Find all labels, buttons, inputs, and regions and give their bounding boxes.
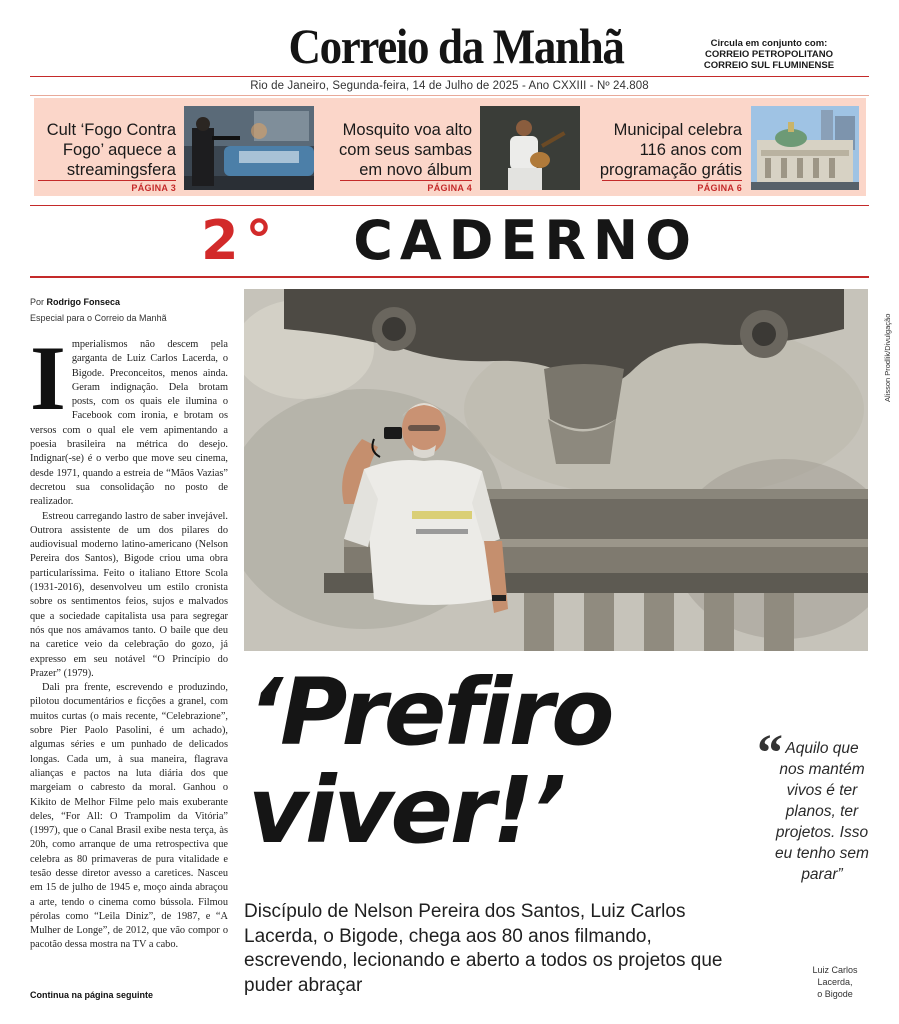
- teaser-theatro-municipal[interactable]: [594, 98, 866, 196]
- circulation-label: Circula em conjunto com:: [710, 38, 828, 49]
- teaser-rule: [602, 180, 742, 181]
- section-bottom-rule: [30, 276, 869, 278]
- dateline: Rio de Janeiro, Segunda-feira, 14 de Julho de 2025 - Ano CXXIII - Nº 24.808: [250, 80, 649, 92]
- teaser-fogo-contra-fogo[interactable]: [34, 98, 319, 196]
- teaser-title: Municipal celebra 116 anos com programação grátis: [599, 121, 742, 179]
- photo-credit: Alisson Prodlik/Divulgação: [883, 313, 892, 402]
- circulation-note: [669, 38, 869, 71]
- section-number: 2°: [200, 209, 280, 272]
- teaser-strip: [34, 98, 866, 196]
- section-header: [0, 209, 899, 272]
- teaser-rule: [340, 180, 472, 181]
- teaser-photo-theater: [751, 106, 859, 190]
- teaser-photo-car-scene: [184, 106, 314, 190]
- partner-paper-2: CORREIO SUL FLUMINENSE: [703, 60, 835, 71]
- article-body: [30, 327, 228, 953]
- dateline-rule: [30, 95, 869, 96]
- pull-quote: Aquilo que nos mantém vivos é ter planos, ter projetos. Isso eu tenho sem parar”: [775, 740, 869, 883]
- pull-quote-attribution: Luiz Carlos Lacerda, o Bigode: [812, 965, 858, 999]
- section-top-rule: [30, 205, 869, 206]
- section-name: CADERNO: [353, 209, 699, 272]
- top-rule: [30, 76, 869, 77]
- teaser-title: Mosquito voa alto com seus sambas em novo álbum: [339, 121, 472, 179]
- continue-link[interactable]: Continua na página seguinte: [30, 990, 154, 1000]
- byline-role: Especial para o Correio da Manhã: [30, 313, 167, 323]
- teaser-mosquito-album[interactable]: [324, 98, 589, 196]
- article-paragraph: Estreou carregando lastro de saber invejável. Outrora assistente de um dos pilares do audiovisual moderno latino-americano (Nelson Pereira dos Santos), Bigode criou uma obra particularíssima. Feito o italiano Ettore Scola (1931-2016), desenvolveu um estilo cronista sobre os sentimentos feios, sujos e malvados que a sociedade capitalista usa para segregar nós que nos amávamos tanto. O baile que deu na caretice veio da celebração do gozo, já expresso em seu notável “O Princípio do Prazer” (1979).: [30, 510, 228, 679]
- article-deck: Discípulo de Nelson Pereira dos Santos, Luiz Carlos Lacerda, o Bigode, chega aos 80 anos filmando, escrevendo, lecionando e aberto a todos os projetos que puder abraçar: [244, 901, 723, 996]
- article-paragraph: Imperialismos não descem pela garganta de Luiz Carlos Lacerda, o Bigode. Preconceitos, menos ainda. Geram indignação. Dela brotam posts, com os quais ele ilumina o Facebook com ironia, e brotam os versos com o qual ele vem apimentando a poesia brasileira na métrica do desejo. Indignar(-se) é o verbo que move seu cinema, desde 1971, quando a estreia de “Mãos Vazias” decretou sua consolidação no posto de realizador.: [30, 327, 228, 508]
- byline-author: Rodrigo Fonseca: [46, 297, 121, 307]
- main-photo-bigode: [244, 289, 868, 651]
- byline-prefix: Por: [30, 297, 45, 307]
- teaser-photo-musician: [480, 106, 580, 190]
- teaser-rule: [38, 180, 176, 181]
- partner-paper-1: CORREIO PETROPOLITANO: [704, 49, 834, 60]
- main-headline: [248, 659, 768, 864]
- teaser-title: Cult ‘Fogo Contra Fogo’ aquece a streamingsfera: [46, 121, 176, 179]
- teaser-page-number: PÁGINA 6: [697, 183, 742, 193]
- teaser-page-number: PÁGINA 4: [427, 183, 472, 193]
- quote-mark-icon: “: [757, 725, 783, 782]
- headline-line-2: viver!’: [248, 757, 564, 864]
- article-paragraph: Dali pra frente, escrevendo e produzindo, pilotou documentários e ficções a granel, com muitos curtas (o mais recente, “Celebrazione”, sobre Pier Paolo Pasolini, é um achado), algumas séries e um punhado de delicados longas. Cada um, à sua maneira, flagrava alianças e pactos na luta diária dos que margeiam o cabresto da moral. Ganhou o Kikito de Melhor Filme pelo mais exuberante deles, “For All: O Trampolim da Vitória” (1997), que o Canal Brasil exibe nesta terça, às 20h, como arranque de uma retrospectiva que celebra as 80 primaveras de pura vitalidade e tesão desse diretor avesso a caretices. Nasceu em 15 de julho de 1945 e, moço ainda abraçou a arte, tendo o cinema como bússola. Filmou pérolas como “Leila Diniz”, de 1987, e “A Mulher de Longe”, de 2012, que vão compor o pacotão dessa mostra na TV a cabo.: [30, 682, 228, 951]
- headline-line-1: ‘Prefiro: [248, 659, 612, 766]
- byline: [30, 294, 167, 326]
- teaser-page-number: PÁGINA 3: [131, 183, 176, 193]
- newspaper-title: Correio da Manhã: [288, 18, 624, 74]
- drop-cap: I: [30, 327, 66, 429]
